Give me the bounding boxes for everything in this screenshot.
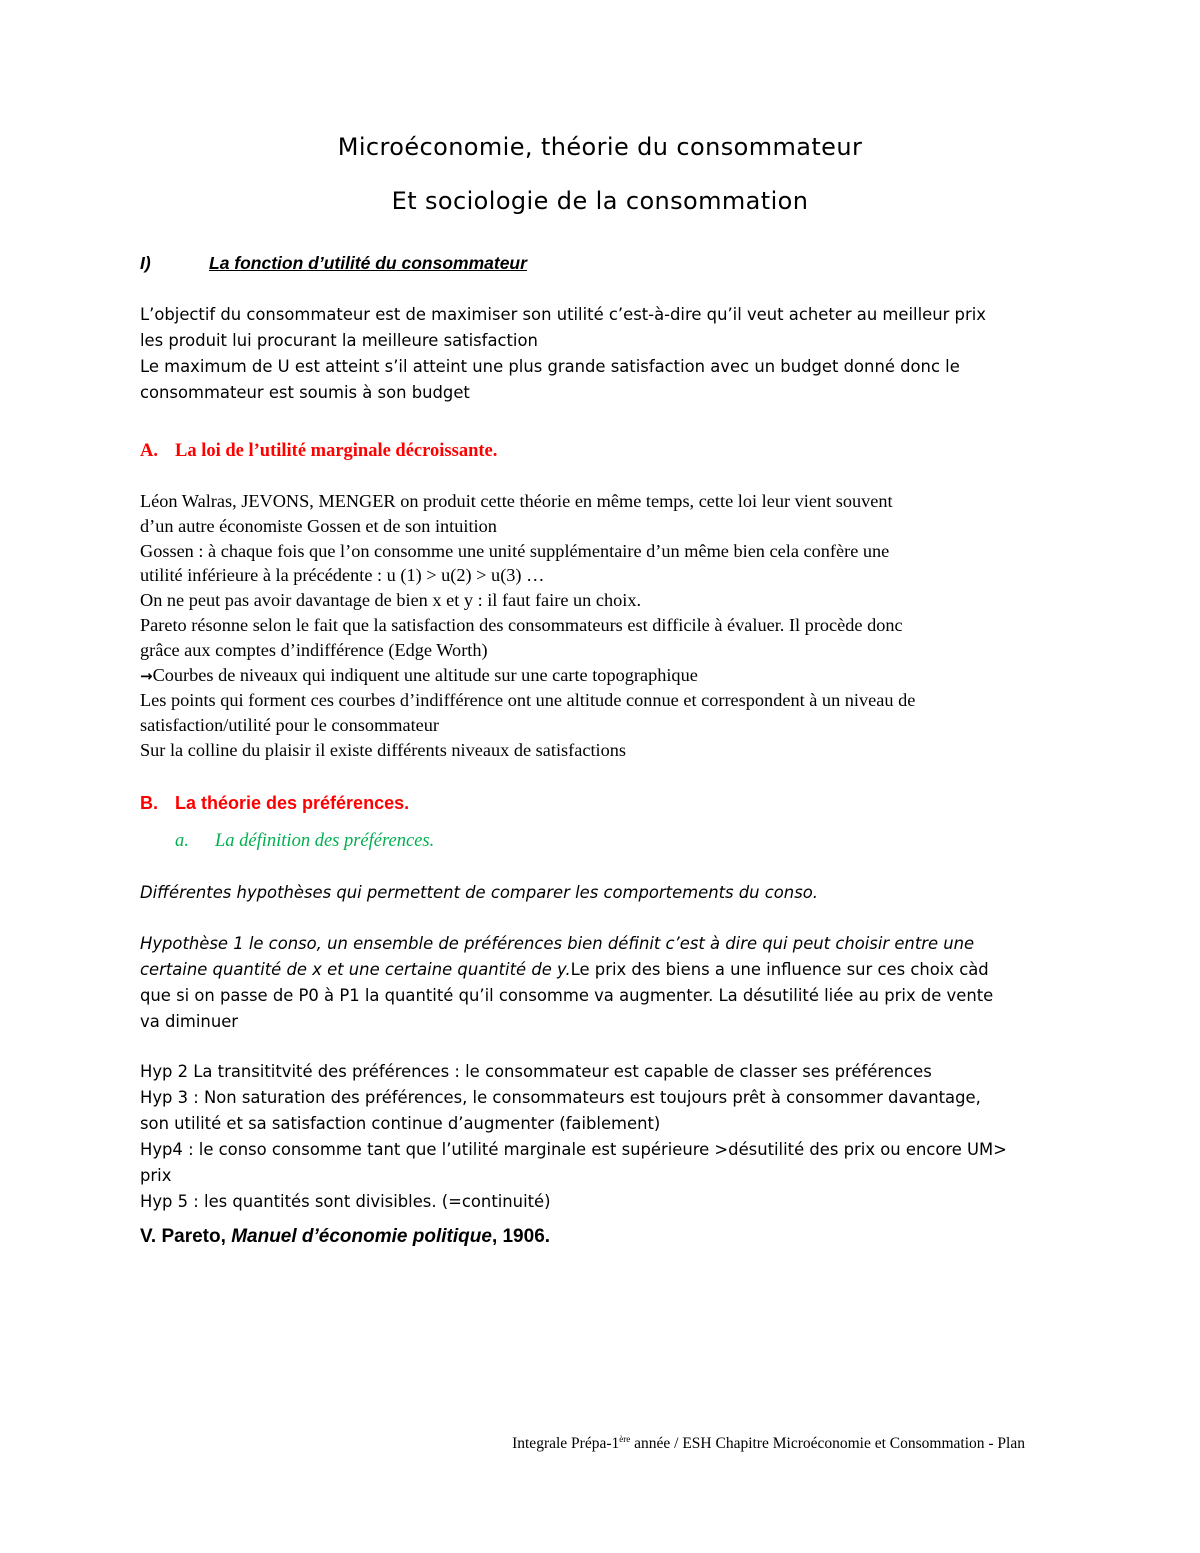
section-b-intro: Différentes hypothèses qui permettent de comparer les comportements du conso. [140, 883, 818, 902]
paragraph-line: consommateur est soumis à son budget [140, 383, 470, 402]
body-line: Sur la colline du plaisir il existe différents niveaux de satisfactions [140, 739, 627, 760]
body-line: Léon Walras, JEVONS, MENGER on produit cette théorie en même temps, cette loi leur vient souvent [140, 491, 893, 511]
subsection-a-title: La définition des préférences. [215, 831, 435, 851]
footer-sup: ère [619, 1434, 631, 1444]
section-b-label: B. [140, 793, 158, 813]
section-a-title: La loi de l’utilité marginale décroissante. [175, 441, 498, 461]
hypothesis-line: Hyp 5 : les quantités sont divisibles. (=continuité) [140, 1192, 551, 1211]
section-1-heading [140, 253, 527, 274]
hypothesis-1-normal: Le prix des biens a une influence sur ces choix càd [570, 960, 989, 979]
body-line: On ne peut pas avoir davantage de bien x et y : il faut faire un choix. [140, 590, 642, 611]
footer-after: année / ESH Chapitre Microéconomie et Consommation - Plan [630, 1435, 1025, 1453]
section-a-heading [140, 441, 497, 462]
hypothesis-line: Hyp 2 La transititvité des préférences : le consommateur est capable de classer ses préférences [140, 1062, 932, 1081]
section-a-label: A. [140, 441, 158, 461]
hypothesis-1 [140, 931, 1070, 1035]
hypothesis-line: Hyp 3 : Non saturation des préférences, le consommateurs est toujours prêt à consommer davantage, [140, 1088, 981, 1107]
arrow-line [140, 663, 1070, 689]
subsection-a-heading [175, 831, 434, 852]
citation-year: , 1906. [491, 1226, 551, 1247]
hypothesis-1-line: Hypothèse 1 le conso, un ensemble de préférences bien définit c’est à dire qui peut choisir entre une [140, 934, 975, 953]
body-line: satisfaction/utilité pour le consommateur [140, 715, 440, 736]
section-a-body [140, 489, 1070, 763]
document-title-line-2: Et sociologie de la consommation [391, 187, 809, 215]
paragraph-line: Le maximum de U est atteint s’il atteint une plus grande satisfaction avec un budget donné donc le [140, 357, 960, 376]
paragraph-line: les produit lui procurant la meilleure satisfaction [140, 331, 538, 350]
body-line: Pareto résonne selon le fait que la satisfaction des consommateurs est difficile à évaluer. Il procède donc [140, 614, 903, 635]
section-1-paragraph [140, 302, 1070, 406]
section-1-number: I) [140, 253, 151, 273]
hypothesis-line: son utilité et sa satisfaction continue d’augmenter (faiblement) [140, 1114, 661, 1133]
citation [140, 1226, 550, 1248]
hypothesis-1-line: va diminuer [140, 1012, 239, 1031]
hypotheses-list [140, 1059, 1070, 1215]
subsection-a-label: a. [175, 831, 189, 851]
hypothesis-1-italic: certaine quantité de x et une certaine quantité de y. [140, 960, 571, 979]
body-line: Gossen : à chaque fois que l’on consomme une unité supplémentaire d’un même bien cela confère une [140, 540, 890, 561]
hypothesis-line: Hyp4 : le conso consomme tant que l’utilité marginale est supérieure >désutilité des prix ou encore UM> [140, 1140, 1007, 1159]
hypothesis-line: prix [140, 1166, 172, 1185]
arrow-line-text: Courbes de niveaux qui indiquent une altitude sur une carte topographique [152, 664, 698, 685]
right-arrow-icon: → [140, 666, 153, 685]
section-b-heading [140, 793, 409, 814]
hypothesis-1-line [140, 957, 1070, 983]
page-footer [512, 1434, 1025, 1453]
body-line: utilité inférieure à la précédente : u (1) > u(2) > u(3) … [140, 565, 545, 586]
hypothesis-1-line: que si on passe de P0 à P1 la quantité qu’il consomme va augmenter. La désutilité liée au prix de vente [140, 986, 994, 1005]
body-line: Les points qui forment ces courbes d’indifférence ont une altitude connue et correspondent à un niveau de [140, 690, 916, 711]
section-b-title: La théorie des préférences. [175, 793, 410, 813]
section-1-title: La fonction d’utilité du consommateur [209, 253, 527, 273]
paragraph-line: L’objectif du consommateur est de maximiser son utilité c’est-à-dire qu’il veut acheter au meilleur prix [140, 305, 986, 324]
footer-before: Integrale Prépa-1 [512, 1435, 620, 1453]
body-line: d’un autre économiste Gossen et de son intuition [140, 515, 497, 536]
citation-author: V. Pareto, [140, 1226, 232, 1247]
document-title-line-1: Microéconomie, théorie du consommateur [337, 133, 863, 161]
citation-work: Manuel d’économie politique [231, 1226, 492, 1247]
body-line: grâce aux comptes d’indifférence (Edge Worth) [140, 639, 488, 660]
